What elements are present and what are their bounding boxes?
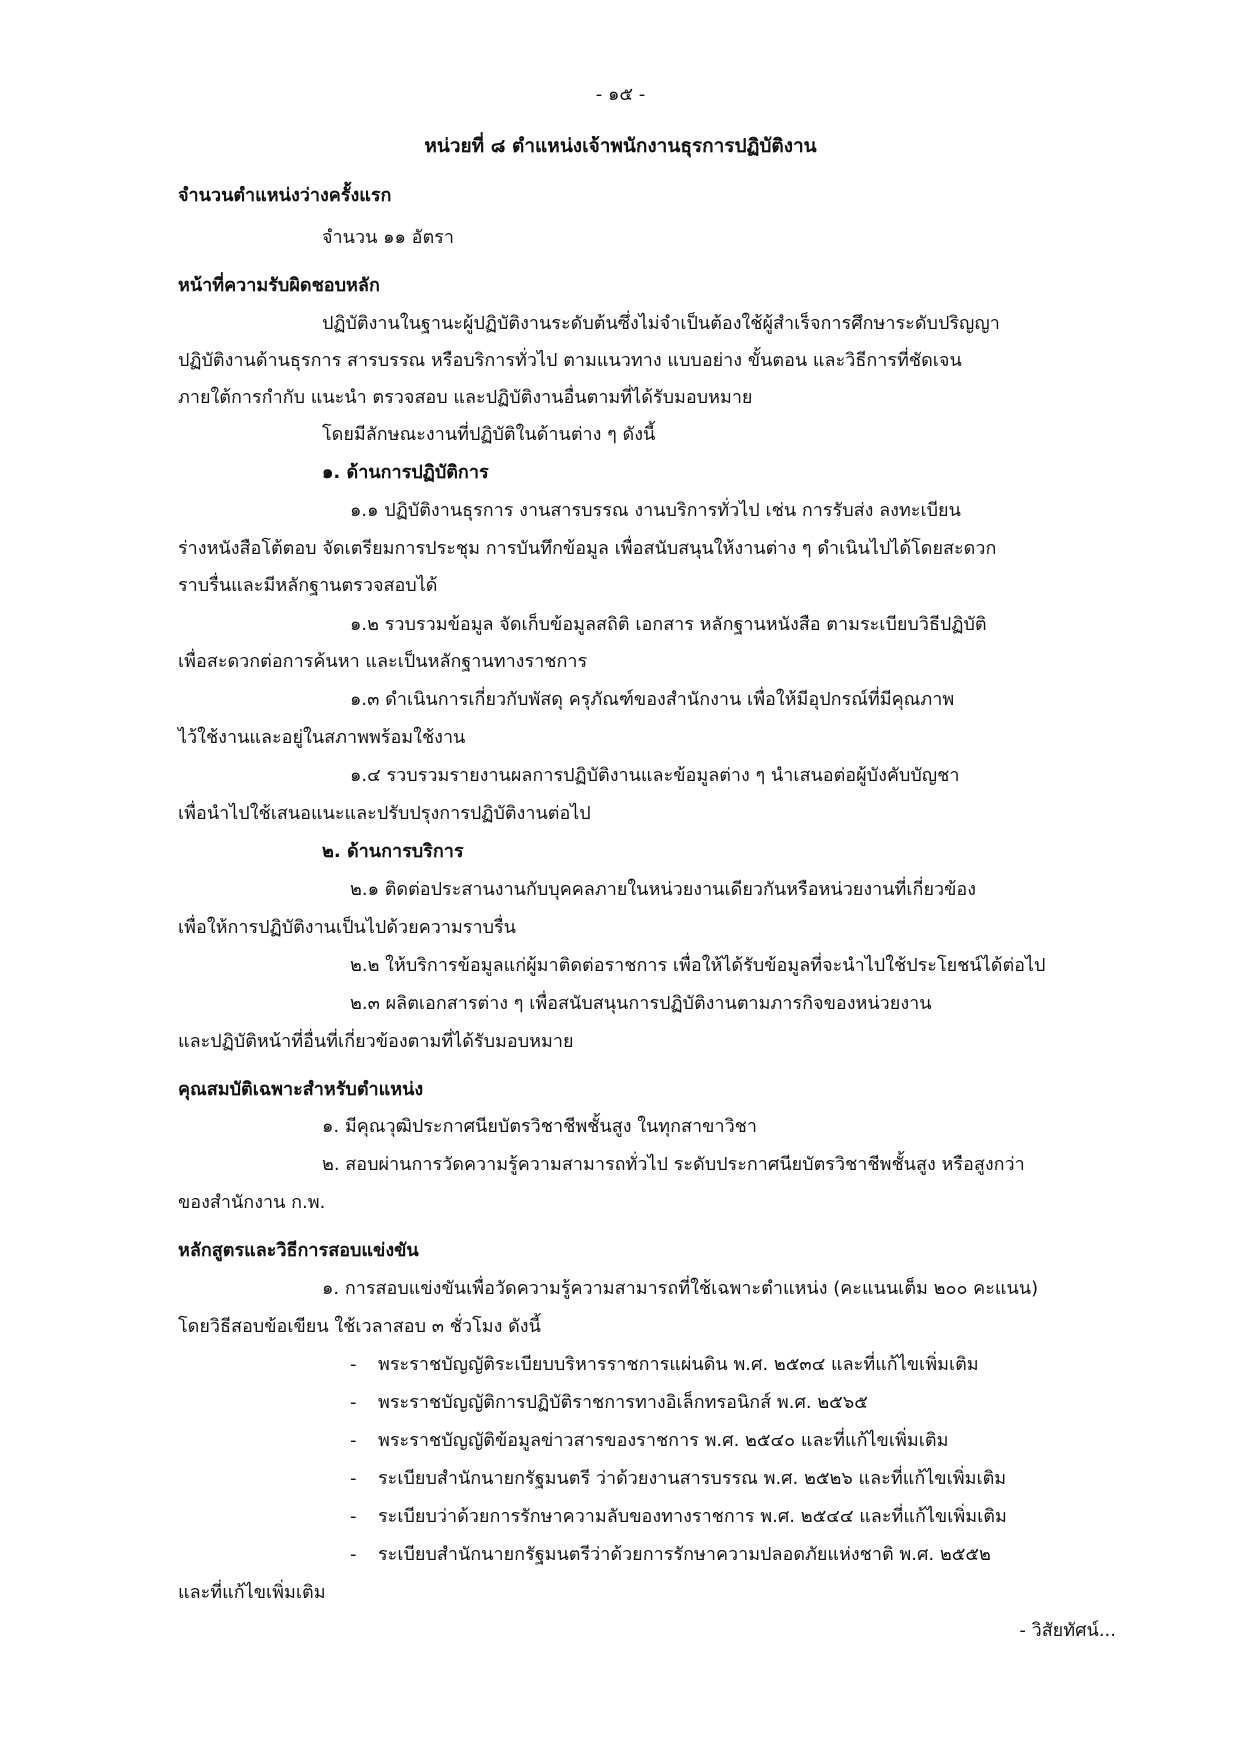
duties-intro-line: ภายใต้การกำกับ แนะนำ ตรวจสอบ และปฏิบัติงานอื่นตามที่ได้รับมอบหมาย xyxy=(178,387,753,408)
bullet-dash: - xyxy=(350,1468,357,1489)
item-2-1: ๒.๑ ติดต่อประสานงานกับบุคคลภายในหน่วยงานเดียวกันหรือหน่วยงานที่เกี่ยวข้อง xyxy=(350,879,977,900)
qualification-1: ๑. มีคุณวุฒิประกาศนียบัตรวิชาชีพชั้นสูง ในทุกสาขาวิชา xyxy=(322,1116,757,1137)
law-text: พระราชบัญญัติการปฏิบัติราชการทางอิเล็กทรอนิกส์ พ.ศ. ๒๕๖๕ xyxy=(378,1392,868,1413)
law-text: ระเบียบว่าด้วยการรักษาความลับของทางราชการ พ.ศ. ๒๕๔๔ และที่แก้ไขเพิ่มเติม xyxy=(378,1506,1007,1527)
law-item xyxy=(350,1536,991,1573)
item-2-1-cont: เพื่อให้การปฏิบัติงานเป็นไปด้วยความราบรื่น xyxy=(178,917,516,938)
item-1-1-cont: ราบรื่นและมีหลักฐานตรวจสอบได้ xyxy=(178,575,438,596)
item-1-2-cont: เพื่อสะดวกต่อการค้นหา และเป็นหลักฐานทางราชการ xyxy=(178,651,588,672)
law-item xyxy=(350,1346,979,1383)
qualification-2: ๒. สอบผ่านการวัดความรู้ความสามารถทั่วไป ระดับประกาศนียบัตรวิชาชีพชั้นสูง หรือสูงกว่า xyxy=(322,1154,1025,1175)
law-text: พระราชบัญญัติระเบียบบริหารราชการแผ่นดิน พ.ศ. ๒๕๓๔ และที่แก้ไขเพิ่มเติม xyxy=(378,1354,979,1375)
qualifications-heading: คุณสมบัติเฉพาะสำหรับตำแหน่ง xyxy=(178,1079,424,1100)
exam-item-1-cont: โดยวิธีสอบข้อเขียน ใช้เวลาสอบ ๓ ชั่วโมง ดังนี้ xyxy=(178,1316,541,1337)
vacancy-text: จำนวน ๑๑ อัตรา xyxy=(322,227,454,248)
law-item-cont: และที่แก้ไขเพิ่มเติม xyxy=(178,1582,326,1603)
section-2-heading: ๒. ด้านการบริการ xyxy=(322,841,464,862)
law-item xyxy=(350,1460,1006,1497)
item-1-1-cont: ร่างหนังสือโต้ตอบ จัดเตรียมการประชุม การบันทึกข้อมูล เพื่อสนับสนุนให้งานต่าง ๆ ดำเนินไปได้โดยสะดวก xyxy=(178,538,997,559)
section-1-heading: ๑. ด้านการปฏิบัติการ xyxy=(322,462,489,483)
next-page-catchword: - วิสัยทัศน์... xyxy=(1019,1620,1116,1641)
item-1-1: ๑.๑ ปฏิบัติงานธุรการ งานสารบรรณ งานบริการทั่วไป เช่น การรับส่ง ลงทะเบียน xyxy=(350,500,961,521)
bullet-dash: - xyxy=(350,1544,357,1565)
law-text: พระราชบัญญัติข้อมูลข่าวสารของราชการ พ.ศ. ๒๕๔๐ และที่แก้ไขเพิ่มเติม xyxy=(378,1430,949,1451)
bullet-dash: - xyxy=(350,1430,357,1451)
item-1-3-cont: ไว้ใช้งานและอยู่ในสภาพพร้อมใช้งาน xyxy=(178,727,466,748)
duties-intro-line: ปฏิบัติงานในฐานะผู้ปฏิบัติงานระดับต้นซึ่งไม่จำเป็นต้องใช้ผู้สำเร็จการศึกษาระดับปริญญา xyxy=(322,313,1000,334)
item-2-3: ๒.๓ ผลิตเอกสารต่าง ๆ เพื่อสนับสนุนการปฏิบัติงานตามภารกิจของหน่วยงาน xyxy=(350,993,932,1014)
item-1-3: ๑.๓ ดำเนินการเกี่ยวกับพัสดุ ครุภัณฑ์ของสำนักงาน เพื่อให้มีอุปกรณ์ที่มีคุณภาพ xyxy=(350,689,955,710)
page-title: หน่วยที่ ๘ ตำแหน่งเจ้าพนักงานธุรการปฏิบัติงาน xyxy=(424,135,817,157)
item-1-2: ๑.๒ รวบรวมข้อมูล จัดเก็บข้อมูลสถิติ เอกสาร หลักฐานหนังสือ ตามระเบียบวิธีปฏิบัติ xyxy=(350,614,987,635)
qualification-2-cont: ของสำนักงาน ก.พ. xyxy=(178,1192,326,1213)
law-text: ระเบียบสำนักนายกรัฐมนตรีว่าด้วยการรักษาความปลอดภัยแห่งชาติ พ.ศ. ๒๕๕๒ xyxy=(378,1544,991,1565)
bullet-dash: - xyxy=(350,1506,357,1527)
law-text: ระเบียบสำนักนายกรัฐมนตรี ว่าด้วยงานสารบรรณ พ.ศ. ๒๕๒๖ และที่แก้ไขเพิ่มเติม xyxy=(378,1468,1007,1489)
duties-intro-line: ปฏิบัติงานด้านธุรการ สารบรรณ หรือบริการทั่วไป ตามแนวทาง แบบอย่าง ขั้นตอน และวิธีการที่ชัดเจน xyxy=(178,350,962,371)
item-1-4: ๑.๔ รวบรวมรายงานผลการปฏิบัติงานและข้อมูลต่าง ๆ นำเสนอต่อผู้บังคับบัญชา xyxy=(350,765,960,786)
bullet-dash: - xyxy=(350,1392,357,1413)
duties-heading: หน้าที่ความรับผิดชอบหลัก xyxy=(178,275,380,296)
item-1-4-cont: เพื่อนำไปใช้เสนอแนะและปรับปรุงการปฏิบัติงานต่อไป xyxy=(178,803,591,824)
page-number: - ๑๕ - xyxy=(595,84,646,105)
law-item xyxy=(350,1498,1007,1535)
law-item xyxy=(350,1384,868,1421)
item-2-2: ๒.๒ ให้บริการข้อมูลแก่ผู้มาติดต่อราชการ เพื่อให้ได้รับข้อมูลที่จะนำไปใช้ประโยชน์ได้ต่อไป xyxy=(350,955,1046,976)
bullet-dash: - xyxy=(350,1354,357,1375)
exam-heading: หลักสูตรและวิธีการสอบแข่งขัน xyxy=(178,1240,419,1261)
duties-lead: โดยมีลักษณะงานที่ปฏิบัติในด้านต่าง ๆ ดังนี้ xyxy=(322,424,656,445)
vacancy-heading: จำนวนตำแหน่งว่างครั้งแรก xyxy=(178,185,392,206)
law-item xyxy=(350,1422,948,1459)
exam-item-1: ๑. การสอบแข่งขันเพื่อวัดความรู้ความสามารถที่ใช้เฉพาะตำแหน่ง (คะแนนเต็ม ๒๐๐ คะแนน) xyxy=(322,1278,1039,1299)
item-2-3-cont: และปฏิบัติหน้าที่อื่นที่เกี่ยวข้องตามที่ได้รับมอบหมาย xyxy=(178,1031,574,1052)
